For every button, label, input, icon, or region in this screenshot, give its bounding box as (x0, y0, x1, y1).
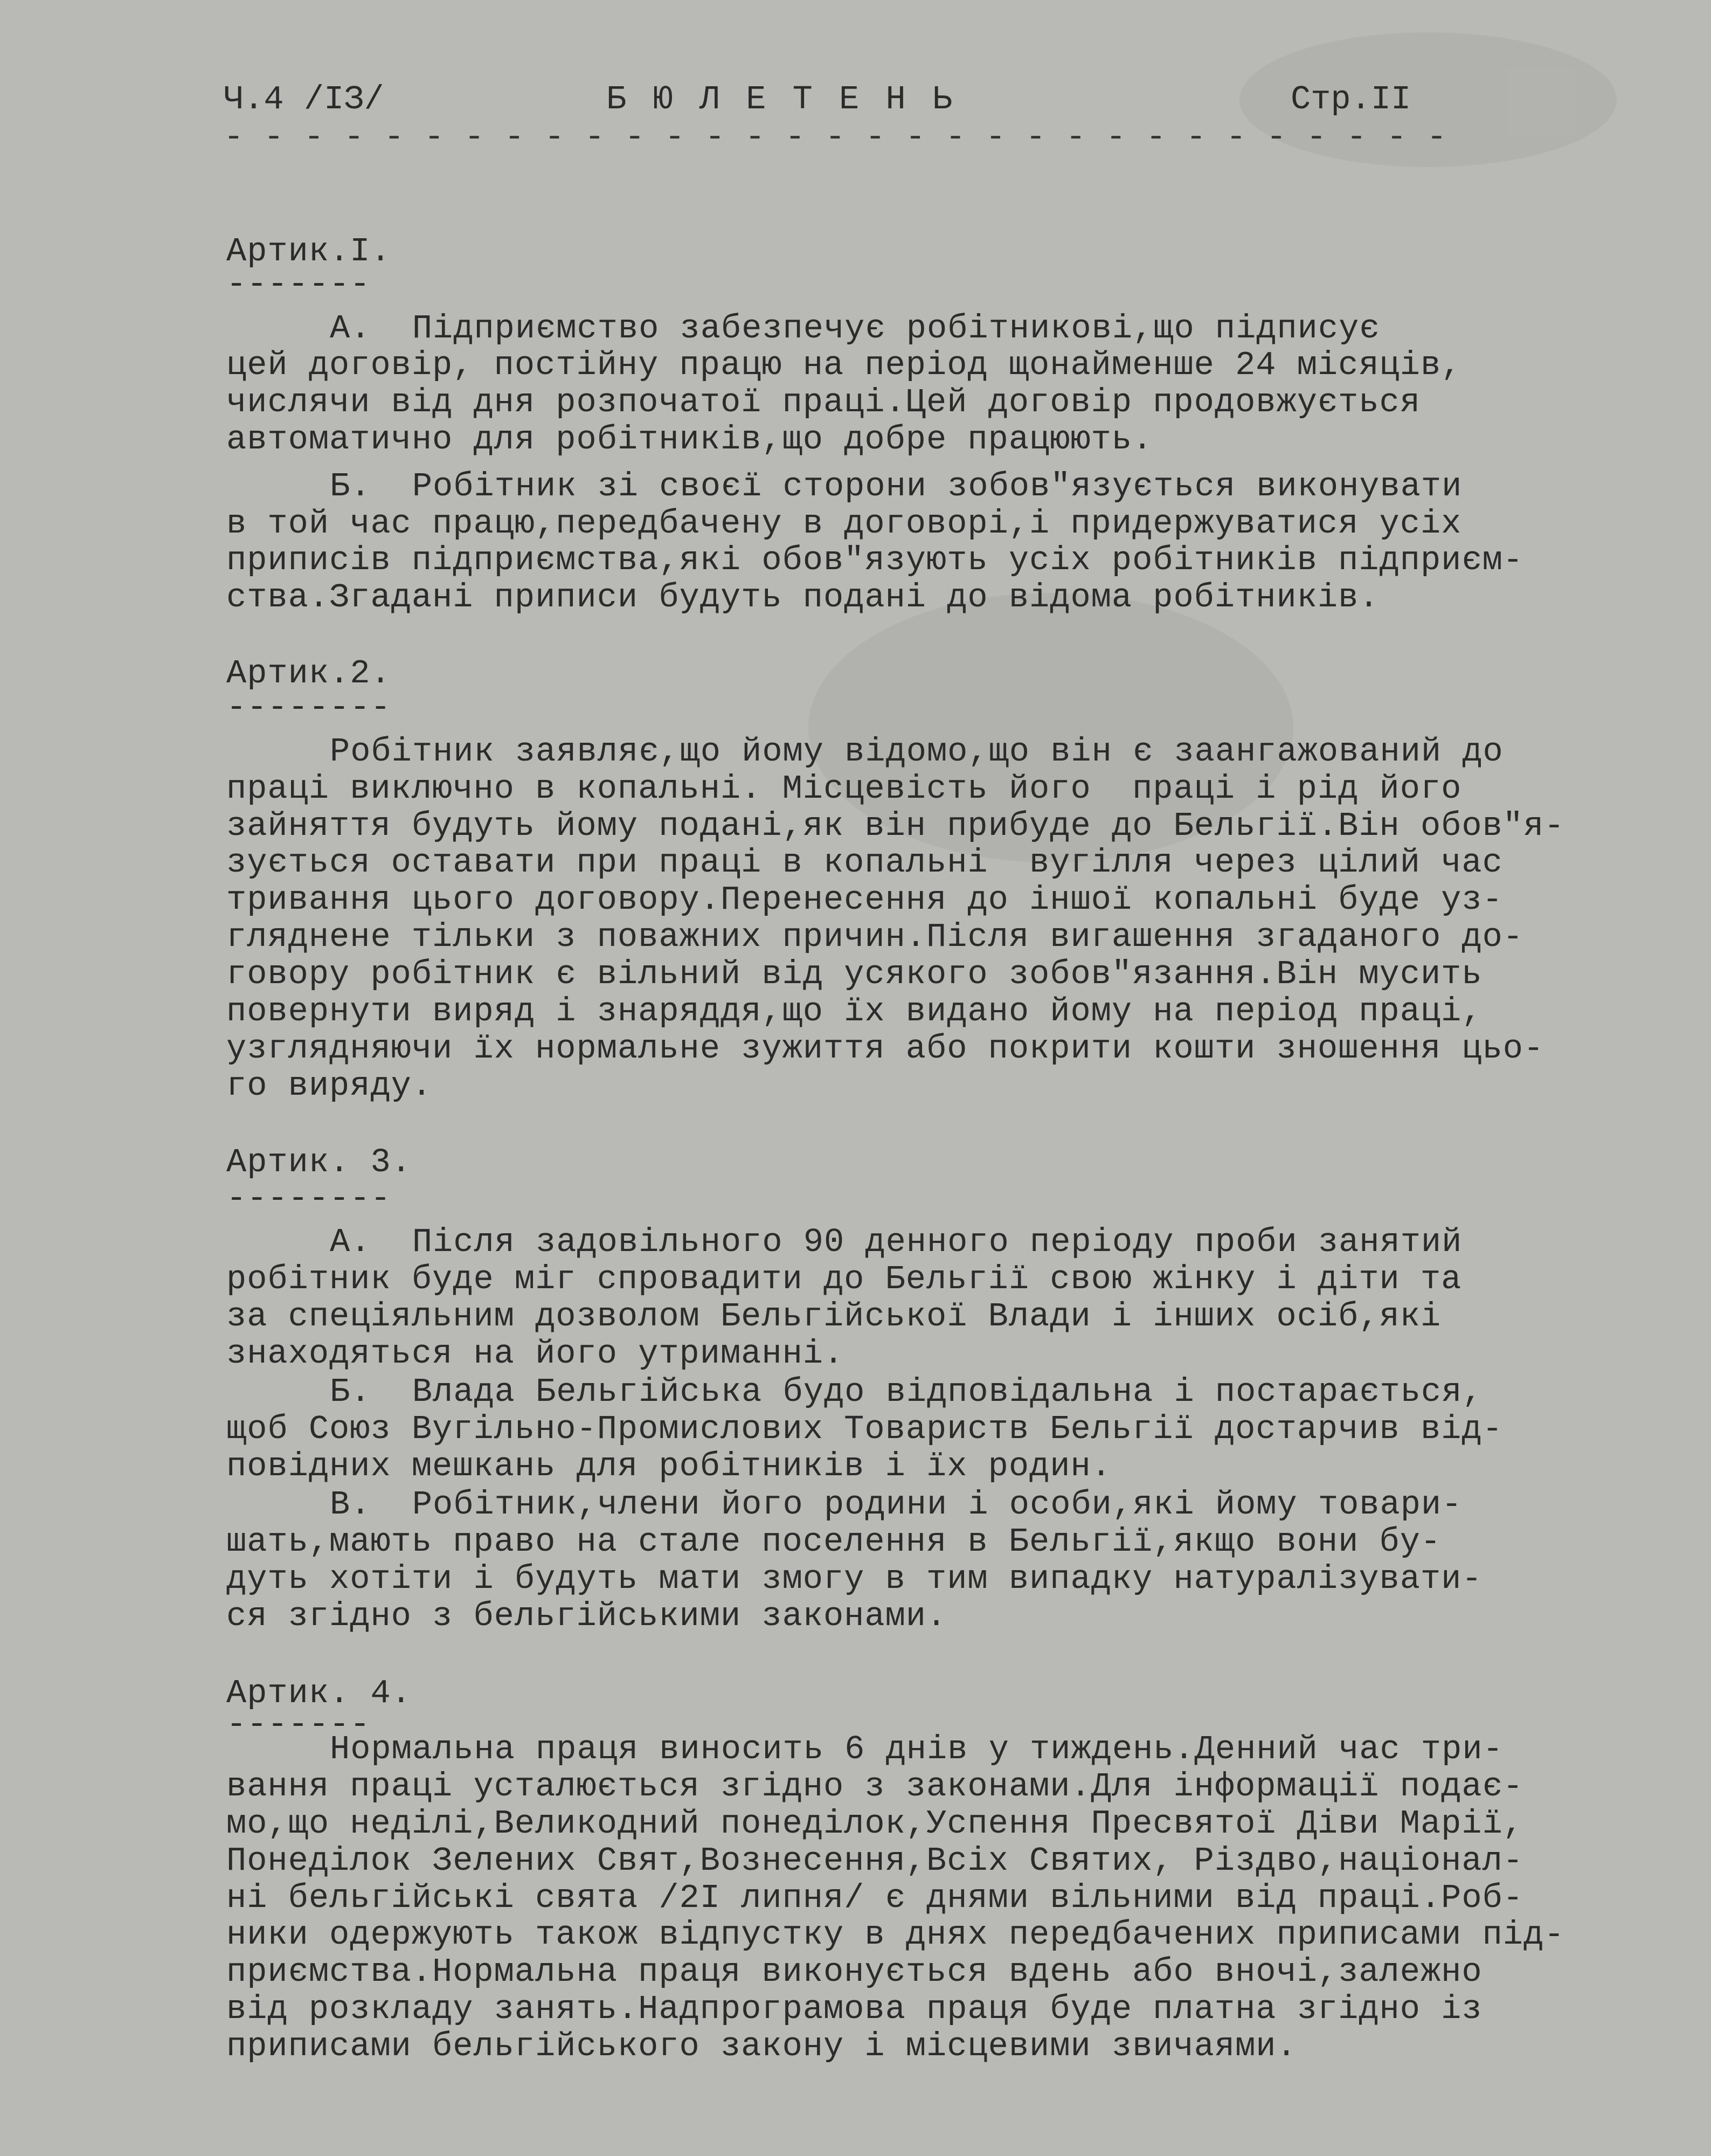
paragraph-first-line: Робітник заявляє,що йому відомо,що він є заангажований до (330, 733, 1504, 771)
text-line: праці виключно в копальні. Місцевість його праці і рід його (226, 770, 1462, 808)
text-line: узглядняючи їх нормальне зужиття або покрити кошти зношення цьо- (226, 1029, 1544, 1068)
text-line: ся згідно з бельгійськими законами. (226, 1597, 947, 1635)
text-line: зайняття будуть йому подані,як він прибуде до Бельгії.Він обов"я- (226, 807, 1565, 845)
text-line: ства.Згадані приписи будуть подані до відома робітників. (226, 578, 1380, 617)
text-line: автоматично для робітників,що добре працюють. (226, 420, 1153, 459)
header-rule: - - - - - - - - - - - - - - - - - - - - - - - - - - - - - - - (224, 118, 1447, 156)
text-line: приписів підприємства,які обов"язують усіх робітників підприєм- (226, 541, 1523, 579)
paragraph-first-line: Б. Влада Бельгійська будо відповідальна і постарається, (330, 1373, 1483, 1411)
text-line: повернути виряд і знаряддя,що їх видано йому на період праці, (226, 992, 1483, 1031)
text-line: дуть хотіти і будуть мати змогу в тим випадку натуралізувати- (226, 1560, 1483, 1598)
text-line: го виряду. (226, 1067, 433, 1105)
page-title: Б Ю Л Е Т Е Н Ь (606, 80, 956, 119)
text-line: зується оставати при праці в копальні вугілля через цілий час (226, 844, 1503, 882)
text-line: ники одержують також відпустку в днях передбачених приписами під- (226, 1916, 1565, 1954)
paragraph-first-line: Нормальна праця виносить 6 днів у тиждень.Денний час три- (330, 1730, 1504, 1768)
text-line: в той час працю,передбачену в договорі,і придержуватися усіх (226, 505, 1462, 543)
paragraph-first-line: А. Підприємство забезпечує робітникові,що підписує (330, 309, 1380, 348)
paragraph-first-line: В. Робітник,члени його родини і особи,які йому товари- (330, 1485, 1463, 1524)
text-line: знаходяться на його утриманні. (226, 1335, 844, 1373)
paragraph-first-line: Б. Робітник зі своєї сторони зобов"язується виконувати (330, 467, 1463, 506)
text-line: числячи від дня розпочатої праці.Цей договір продовжується (226, 383, 1421, 421)
text-line: повідних мешкань для робітників і їх родин. (226, 1447, 1112, 1485)
text-line: приємства.Нормальна праця виконується вдень або вночі,залежно (226, 1953, 1483, 1991)
text-line: Понеділок Зелених Свят,Вознесення,Всіх Святих, Різдво,націонал- (226, 1842, 1523, 1880)
text-line: цей договір, постійну працю на період щонайменше 24 місяців, (226, 346, 1462, 384)
text-line: шать,мають право на стале поселення в Бельгії,якщо вони бу- (226, 1523, 1442, 1561)
article-heading: Артик. 3. (226, 1143, 412, 1181)
text-line: робітник буде міг спровадити до Бельгії свою жінку і діти та (226, 1260, 1462, 1298)
heading-underline: ------- (226, 265, 371, 303)
text-line: щоб Союз Вугільно-Промислових Товариств Бельгії достарчив від- (226, 1410, 1503, 1448)
heading-underline: -------- (226, 688, 391, 727)
page-number: Стр.ІІ (1291, 80, 1411, 119)
heading-underline: ------- (226, 1705, 371, 1744)
heading-underline: -------- (226, 1179, 391, 1218)
article-heading: Артик.2. (226, 654, 391, 693)
article-heading: Артик.І. (226, 232, 391, 271)
text-line: від розкладу занять.Надпрограмова праця буде платна згідно із (226, 1990, 1483, 2028)
article-heading: Артик. 4. (226, 1674, 412, 1712)
text-line: вання праці усталюється згідно з законами.Для інформації подає- (226, 1767, 1523, 1806)
paragraph-first-line: А. Після задовільного 90 денного періоду проби занятий (330, 1223, 1463, 1261)
text-line: приписами бельгійського закону і місцевими звичаями. (226, 2027, 1297, 2065)
issue-number: Ч.4 /ІЗ/ (224, 80, 384, 119)
text-line: мо,що неділі,Великодний понеділок,Успення Пресвятої Діви Марії, (226, 1805, 1523, 1843)
text-line: ні бельгійські свята /2І липня/ є днями вільними від праці.Роб- (226, 1879, 1523, 1917)
text-line: говору робітник є вільний від усякого зобов"язання.Він мусить (226, 955, 1483, 993)
text-line: тривання цього договору.Перенесення до іншої копальні буде уз- (226, 881, 1503, 919)
text-line: за спеціяльним дозволом Бельгійської Влади і інших осіб,які (226, 1297, 1442, 1336)
text-line: гляднене тільки з поважних причин.Після вигашення згаданого до- (226, 918, 1523, 956)
